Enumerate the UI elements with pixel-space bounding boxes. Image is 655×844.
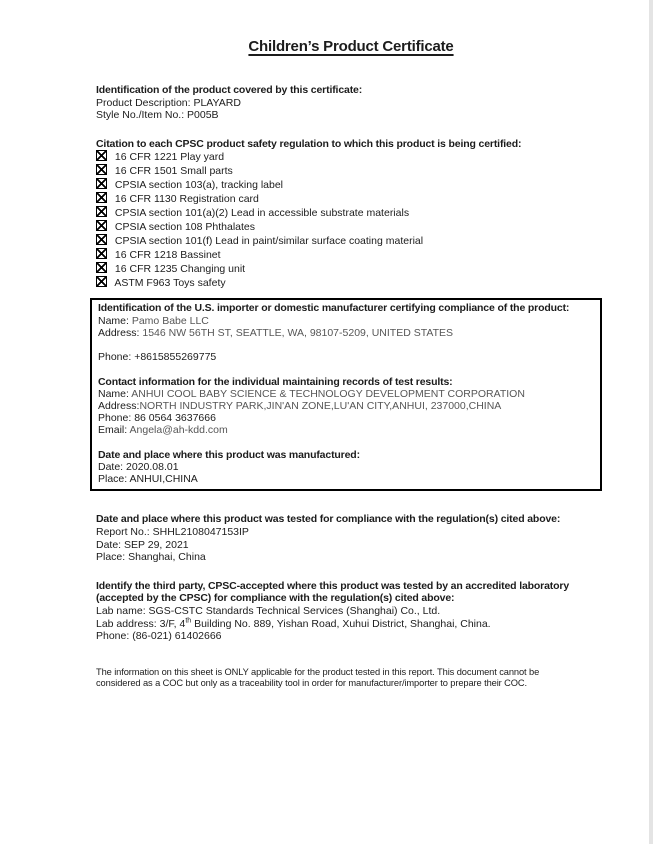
records-address-line	[98, 400, 594, 412]
third-party-heading-line1: Identify the third party, CPSC-accepted where this product was tested by an accredited laboratory	[96, 579, 570, 592]
citation-item-label: 16 CFR 1218 Bassinet	[114, 249, 221, 262]
importer-heading: Identification of the U.S. importer or domestic manufacturer certifying compliance of the product:	[98, 302, 570, 315]
citations-heading: Citation to each CPSC product safety regulation to which this product is being certified:	[96, 137, 522, 150]
lab-phone-line: Phone: (86-021) 61402666	[96, 630, 222, 643]
footer-note	[96, 667, 615, 690]
records-name-label: Name:	[98, 387, 132, 400]
manufactured-heading: Date and place where this product was manufactured:	[98, 448, 360, 461]
importer-info-box	[90, 298, 602, 491]
checked-checkbox-icon	[96, 150, 107, 161]
citation-item-label: ASTM F963 Toys safety	[114, 277, 226, 290]
product-identification-heading: Identification of the product covered by this certificate:	[96, 84, 363, 96]
records-phone-line: Phone: 86 0564 3637666	[98, 412, 216, 425]
checked-checkbox-icon	[96, 192, 107, 203]
citation-item-label: CPSIA section 103(a), tracking label	[114, 179, 284, 192]
records-name-line	[98, 388, 594, 400]
lab-address-pre: Lab address: 3/F, 4	[96, 617, 186, 630]
checked-checkbox-icon	[96, 164, 107, 175]
citation-item	[96, 164, 615, 178]
third-party-section	[96, 580, 615, 643]
citations-list	[96, 150, 615, 290]
citation-item-label: CPSIA section 108 Phthalates	[114, 221, 256, 234]
tested-date-line: Date: SEP 29, 2021	[96, 538, 189, 551]
tested-place-line: Place: Shanghai, China	[96, 551, 206, 564]
page-edge-strip	[649, 0, 653, 844]
third-party-heading-line2: (accepted by the CPSC) for compliance with the regulation(s) cited above:	[96, 592, 455, 605]
lab-address-ordinal: th	[185, 617, 192, 625]
importer-name-line	[98, 315, 594, 327]
lab-address-post: Building No. 889, Yishan Road, Xuhui District, Shanghai, China.	[191, 617, 491, 630]
citation-item-label: CPSIA section 101(f) Lead in paint/similar surface coating material	[114, 235, 424, 248]
citation-item-label: 16 CFR 1235 Changing unit	[114, 263, 246, 276]
checked-checkbox-icon	[96, 276, 107, 287]
records-address-value: NORTH INDUSTRY PARK,JIN'AN ZONE,LU'AN CITY,ANHUI, 237000,CHINA	[139, 399, 502, 412]
footer-note-line2: considered as a COC but only as a traceability tool in order for manufacturer/importer to prepare their COC.	[96, 678, 528, 689]
citation-item-label: CPSIA section 101(a)(2) Lead in accessible substrate materials	[114, 207, 410, 220]
importer-name-value: Pamo Babe LLC	[131, 314, 209, 327]
records-email-line	[98, 424, 594, 436]
manufactured-date-line: Date: 2020.08.01	[98, 460, 179, 473]
citation-item-label: 16 CFR 1221 Play yard	[114, 151, 225, 164]
records-email-label: Email:	[98, 424, 130, 437]
citation-item	[96, 234, 615, 248]
citation-item	[96, 178, 615, 192]
product-identification-section	[96, 84, 615, 122]
page-title: Children’s Product Certificate	[248, 38, 454, 55]
footer-note-line1: The information on this sheet is ONLY applicable for the product tested in this report. This document cannot be	[96, 666, 540, 677]
citation-item	[96, 262, 615, 276]
checked-checkbox-icon	[96, 206, 107, 217]
citation-item	[96, 192, 615, 206]
citation-item	[96, 206, 615, 220]
spacer	[98, 437, 594, 449]
citation-item-label: 16 CFR 1130 Registration card	[114, 193, 259, 206]
citation-item	[96, 248, 615, 262]
citation-item	[96, 220, 615, 234]
citation-item-label: 16 CFR 1501 Small parts	[114, 165, 233, 178]
checked-checkbox-icon	[96, 178, 107, 189]
tested-heading: Date and place where this product was tested for compliance with the regulation(s) cited above:	[96, 513, 561, 526]
manufactured-place-line: Place: ANHUI,CHINA	[98, 473, 198, 486]
importer-address-line	[98, 327, 594, 339]
report-number-line: Report No.: SHHL2108047153IP	[96, 525, 249, 538]
citation-item	[96, 150, 615, 164]
checked-checkbox-icon	[96, 248, 107, 259]
style-number-line: Style No./Item No.: P005B	[96, 109, 219, 122]
lab-name-line: Lab name: SGS-CSTC Standards Technical Services (Shanghai) Co., Ltd.	[96, 604, 441, 617]
records-email-value: Angela@ah-kdd.com	[129, 424, 228, 437]
records-contact-heading: Contact information for the individual maintaining records of test results:	[98, 375, 453, 388]
checked-checkbox-icon	[96, 234, 107, 245]
citations-section	[96, 138, 615, 291]
importer-phone-line: Phone: +8615855269775	[98, 351, 217, 364]
spacer	[98, 363, 594, 375]
spacer	[98, 339, 594, 351]
checked-checkbox-icon	[96, 220, 107, 231]
importer-name-label: Name:	[98, 314, 132, 327]
records-address-label: Address:	[98, 399, 140, 412]
product-description-line: Product Description: PLAYARD	[96, 96, 241, 109]
records-name-value: ANHUI COOL BABY SCIENCE & TECHNOLOGY DEVELOPMENT CORPORATION	[131, 387, 525, 400]
lab-address-line	[96, 618, 615, 631]
importer-address-value: 1546 NW 56TH ST, SEATTLE, WA, 98107-5209, UNITED STATES	[142, 326, 453, 339]
citation-item	[96, 276, 615, 290]
checked-checkbox-icon	[96, 262, 107, 273]
tested-section	[96, 513, 615, 563]
importer-address-label: Address:	[98, 326, 143, 339]
